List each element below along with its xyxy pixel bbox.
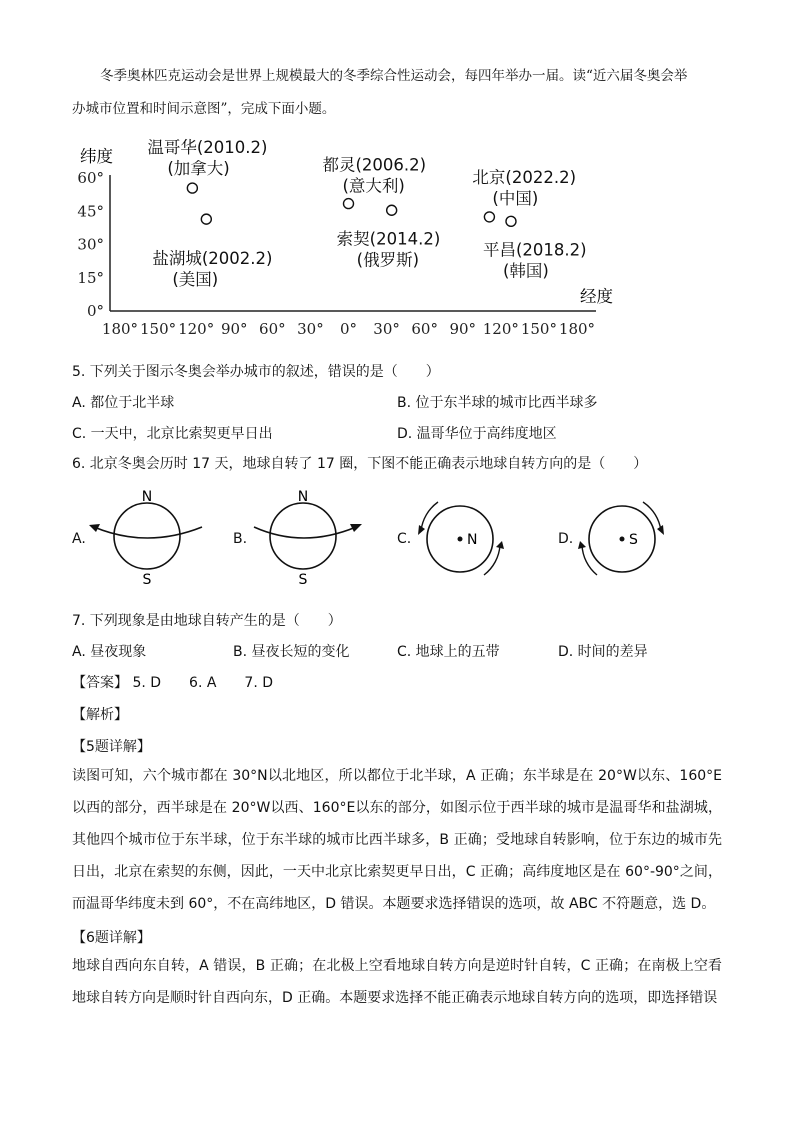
x-tick-label: 30° bbox=[297, 320, 324, 338]
arrow-head-icon bbox=[496, 541, 504, 549]
city-label: 平昌(2018.2) bbox=[482, 240, 587, 260]
y-axis-label: 纬度 bbox=[80, 147, 113, 166]
y-tick-label: 15° bbox=[77, 268, 104, 287]
city-country-label: (韩国) bbox=[502, 261, 549, 281]
x-tick-label: 60° bbox=[259, 320, 286, 338]
x-tick-label: 0° bbox=[339, 320, 358, 338]
answer-line bbox=[72, 672, 273, 692]
detail5-text: 读图可知，六个城市都在 30°N以北地区，所以都位于北半球，A 正确；东半球是在 20°W以东、160°E以西的部分，西半球是在 20°W以西、160°E以东的部分，如图示位于西半球的城市是温哥华和盐湖城，其他四个城市位于东半球，位于东半球的城市比西半球多，B 正确；受地球自转影响，位于东边的城市先日出，北京在索契的东侧，因此，一天中北京比索契更早日出，C 正确；高纬度地区是在 60°-90°之间，而温哥华纬度未到 60°，不在高纬地区，D 错误。本题要求选择错误的选项，故 ABC 不符题意，选 D。 bbox=[72, 768, 722, 912]
q6-option-a-label: A. bbox=[72, 531, 86, 547]
rotation-arrow-curve bbox=[94, 527, 202, 538]
arrow-head-icon bbox=[578, 541, 586, 549]
detail6-label: 【6题详解】 bbox=[72, 930, 151, 946]
answer-label: 【答案】 bbox=[72, 675, 128, 691]
rotation-arrow-arc bbox=[582, 545, 597, 575]
x-tick-label: 120° bbox=[482, 320, 519, 338]
q6-option-b-label: B. bbox=[233, 531, 248, 547]
answer-text: 5. D 6. A 7. D bbox=[132, 675, 274, 691]
south-label: S bbox=[298, 572, 308, 588]
city-country-label: (意大利) bbox=[342, 176, 405, 196]
intro-line-1: 冬季奥林匹克运动会是世界上规模最大的冬季综合性运动会，每四年举办一届。读“近六届冬奥会举 bbox=[100, 68, 688, 84]
q5-option-a: A. 都位于北半球 bbox=[72, 395, 175, 411]
q6-figure-d bbox=[575, 495, 685, 585]
city-point bbox=[344, 199, 354, 209]
city-label: 盐湖城(2002.2) bbox=[152, 249, 273, 269]
q6-figure-c bbox=[410, 495, 520, 585]
x-tick-label: 150° bbox=[520, 320, 557, 338]
pole-dot bbox=[620, 537, 625, 542]
q7-option-b: B. 昼夜长短的变化 bbox=[233, 644, 350, 660]
q6-figure-b bbox=[246, 486, 376, 588]
intro-line-2: 办城市位置和时间示意图”，完成下面小题。 bbox=[72, 101, 336, 117]
city-country-label: (加拿大) bbox=[167, 159, 230, 179]
q6-stem: 6. 北京冬奥会历时 17 天，地球自转了 17 圈，下图不能正确表示地球自转方向的是（ ） bbox=[72, 456, 648, 472]
q7-option-d: D. 时间的差异 bbox=[558, 644, 648, 660]
x-axis-label: 经度 bbox=[580, 287, 613, 306]
city-point bbox=[187, 183, 197, 193]
x-tick-label: 180° bbox=[558, 320, 596, 338]
q7-option-a: A. 昼夜现象 bbox=[72, 644, 147, 660]
q6-option-d-label: D. bbox=[558, 531, 574, 547]
q5-stem: 5. 下列关于图示冬奥会举办城市的叙述，错误的是（ ） bbox=[72, 364, 440, 380]
y-tick-label: 45° bbox=[77, 202, 104, 221]
south-label: S bbox=[142, 572, 152, 588]
city-country-label: (美国) bbox=[172, 270, 219, 290]
x-tick-label: 120° bbox=[178, 320, 215, 338]
y-tick-label: 30° bbox=[77, 235, 104, 254]
q6-figure-a bbox=[84, 486, 214, 588]
x-tick-label: 90° bbox=[449, 320, 477, 338]
city-label: 温哥华(2010.2) bbox=[147, 138, 268, 158]
city-point bbox=[201, 214, 211, 224]
city-country-label: (俄罗斯) bbox=[356, 250, 420, 270]
x-tick-label: 180° bbox=[101, 320, 139, 338]
y-tick-label: 0° bbox=[86, 302, 104, 320]
north-label: N bbox=[141, 489, 153, 505]
city-label: 北京(2022.2) bbox=[472, 167, 577, 187]
x-tick-label: 150° bbox=[140, 320, 177, 338]
x-tick-label: 30° bbox=[373, 320, 400, 338]
q6-option-c-label: C. bbox=[397, 531, 412, 547]
x-tick-label: 90° bbox=[220, 320, 248, 338]
analysis-label: 【解析】 bbox=[72, 707, 128, 723]
olympics-location-chart bbox=[0, 120, 794, 345]
city-point bbox=[506, 216, 516, 226]
pole-dot bbox=[458, 537, 463, 542]
city-point bbox=[387, 205, 397, 215]
city-country-label: (中国) bbox=[492, 188, 539, 208]
y-tick-label: 60° bbox=[77, 169, 104, 187]
city-label: 都灵(2006.2) bbox=[322, 155, 427, 175]
north-label: N bbox=[467, 532, 478, 548]
city-point bbox=[484, 212, 494, 222]
south-label: S bbox=[629, 532, 638, 548]
x-tick-label: 60° bbox=[411, 320, 438, 338]
q5-option-c: C. 一天中，北京比索契更早日出 bbox=[72, 426, 273, 442]
city-label: 索契(2014.2) bbox=[336, 229, 441, 249]
q7-option-c: C. 地球上的五带 bbox=[397, 644, 500, 660]
q7-stem: 7. 下列现象是由地球自转产生的是（ ） bbox=[72, 613, 342, 629]
q5-option-b: B. 位于东半球的城市比西半球多 bbox=[397, 395, 598, 411]
q5-option-d: D. 温哥华位于高纬度地区 bbox=[397, 426, 557, 442]
detail5-label: 【5题详解】 bbox=[72, 739, 151, 755]
north-label: N bbox=[297, 489, 309, 505]
detail6-text: 地球自西向东自转，A 错误，B 正确；在北极上空看地球自转方向是逆时针自转，C 正确；在南极上空看地球自转方向是顺时针自西向东，D 正确。本题要求选择不能正确表示地球自转方向的选项，即选择错误 bbox=[72, 958, 722, 1006]
